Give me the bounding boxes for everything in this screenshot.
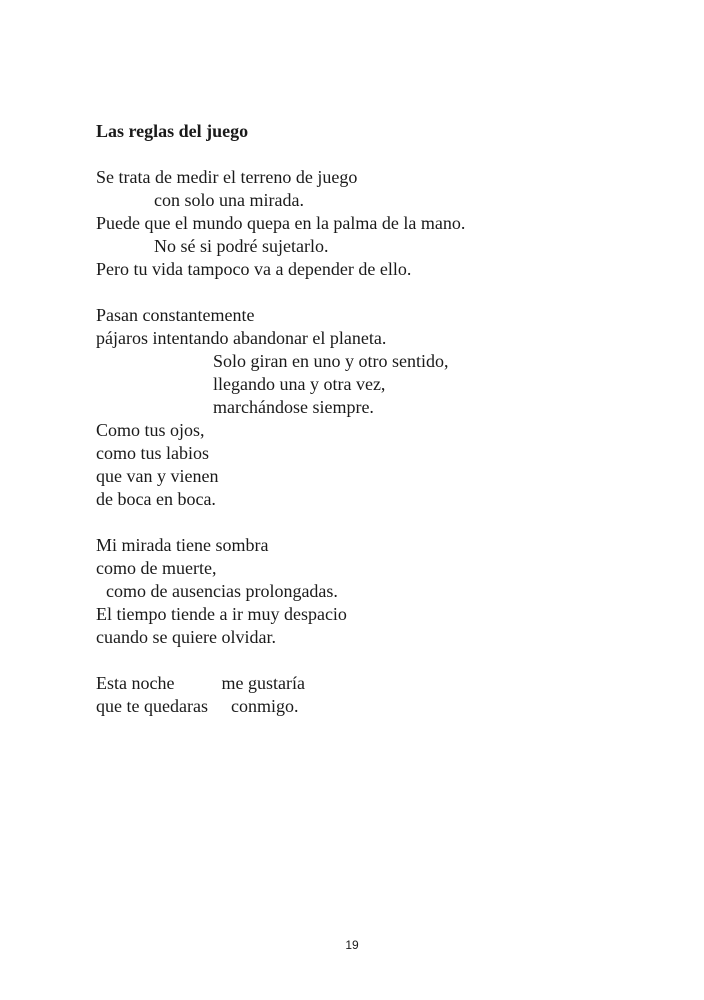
stanza-2 xyxy=(96,304,656,511)
poem-line: Puede que el mundo quepa en la palma de la mano. xyxy=(96,213,466,233)
poem xyxy=(96,120,656,718)
poem-line: Pasan constantemente xyxy=(96,305,255,325)
poem-line: Pero tu vida tampoco va a depender de ello. xyxy=(96,259,412,279)
page-number: 19 xyxy=(345,938,359,952)
stanza-4 xyxy=(96,672,656,718)
poem-fragment: Esta noche xyxy=(96,673,175,693)
poem-line: marchándose siempre. xyxy=(213,397,374,417)
poem-line xyxy=(96,695,656,718)
stanza-1 xyxy=(96,166,656,281)
poem-line: con solo una mirada. xyxy=(154,190,304,210)
poem-line: Solo giran en uno y otro sentido, xyxy=(213,351,449,371)
poem-title: Las reglas del juego xyxy=(96,121,249,141)
poem-line: de boca en boca. xyxy=(96,489,216,509)
poem-line: El tiempo tiende a ir muy despacio xyxy=(96,604,347,624)
poem-fragment: me gustaría xyxy=(221,673,305,693)
poem-line: cuando se quiere olvidar. xyxy=(96,627,276,647)
poem-line xyxy=(96,672,656,695)
poem-line: como de ausencias prolongadas. xyxy=(106,581,338,601)
poem-fragment: conmigo. xyxy=(230,696,299,716)
poem-line: llegando una y otra vez, xyxy=(213,374,386,394)
stanza-3 xyxy=(96,534,656,649)
poem-line: como tus labios xyxy=(96,443,209,463)
poem-fragment: que te quedaras xyxy=(96,696,208,716)
poem-line: que van y vienen xyxy=(96,466,219,486)
poem-line: Se trata de medir el terreno de juego xyxy=(96,167,358,187)
poem-line: como de muerte, xyxy=(96,558,217,578)
poem-line: No sé si podré sujetarlo. xyxy=(154,236,329,256)
poem-line: Como tus ojos, xyxy=(96,420,205,440)
poem-line: Mi mirada tiene sombra xyxy=(96,535,269,555)
poem-line: pájaros intentando abandonar el planeta. xyxy=(96,328,387,348)
